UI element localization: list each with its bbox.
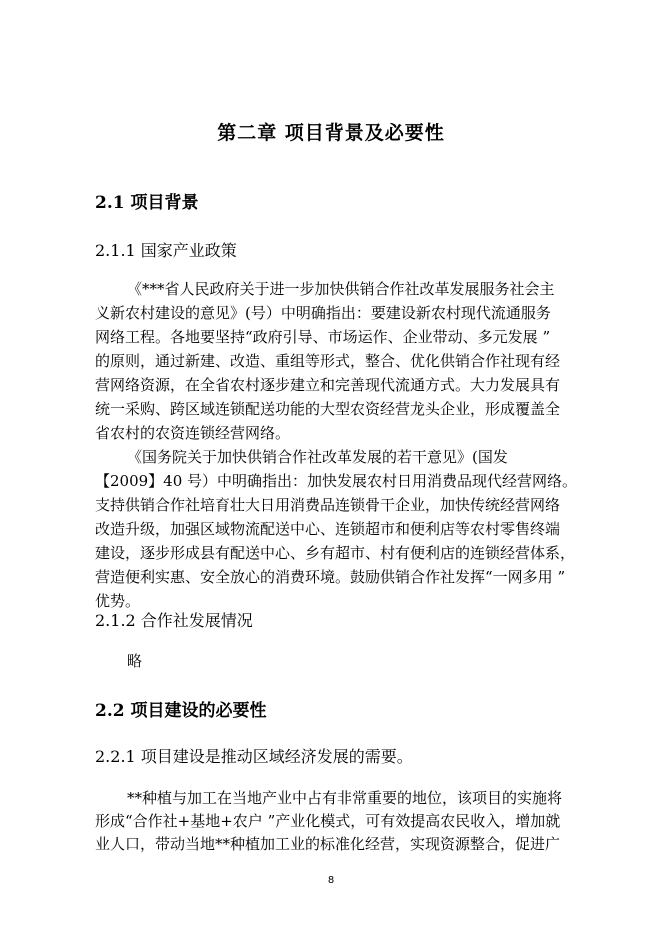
subsection-heading-2-2-1: 2.2.1 项目建设是推动区域经济发展的需要。 (95, 747, 413, 766)
paragraph-line: 网络工程。各地要坚持“政府引导、市场运作、企业带动、多元发展 ” (95, 328, 551, 346)
paragraph-line: 义新农村建设的意见》(号）中明确指出：要建设新农村现代流通服务 (95, 304, 551, 322)
paragraph-line: 形成“合作社+基地+农户 ”产业化模式，可有效提高农民收入，增加就 (95, 812, 561, 830)
paragraph-line: 支持供销合作社培育壮大日用消费品连锁骨干企业，加快传统经营网络 (95, 496, 561, 514)
omitted-text: 略 (127, 652, 143, 670)
chapter-title: 第二章 项目背景及必要性 (217, 122, 445, 144)
paragraph-line: 建设，逐步形成县有配送中心、乡有超市、村有便利店的连锁经营体系， (95, 544, 576, 562)
subsection-heading-2-1-1: 2.1.1 国家产业政策 (95, 241, 237, 260)
paragraph-line: 《***省人民政府关于进一步加快供销合作社改革发展服务社会主 (127, 280, 555, 298)
paragraph-line: 业人口，带动当地**种植加工业的标准化经营，实现资源整合，促进广 (95, 835, 561, 853)
page-number: 8 (327, 875, 335, 886)
paragraph-line: 统一采购、跨区域连锁配送功能的大型农资经营龙头企业，形成覆盖全 (95, 400, 561, 418)
section-heading-2-2: 2.2 项目建设的必要性 (95, 701, 267, 721)
paragraph-line: 营造便利实惠、安全放心的消费环境。鼓励供销合作社发挥“一网多用 ” (95, 568, 566, 586)
subsection-heading-2-1-2: 2.1.2 合作社发展情况 (95, 611, 253, 630)
paragraph-line: **种植与加工在当地产业中占有非常重要的地位，该项目的实施将 (127, 789, 563, 807)
section-heading-2-1: 2.1 项目背景 (95, 193, 199, 213)
paragraph-line: 【2009】40 号）中明确指出：加快发展农村日用消费品现代经营网络。 (95, 472, 578, 490)
paragraph-line: 省农村的农资连锁经营网络。 (95, 424, 291, 442)
paragraph-line: 改造升级，加强区域物流配送中心、连锁超市和便利店等农村零售终端 (95, 520, 561, 538)
paragraph-line: 的原则，通过新建、改造、重组等形式，整合、优化供销合作社现有经 (95, 352, 561, 370)
paragraph-line: 营网络资源，在全省农村逐步建立和完善现代流通方式。大力发展具有 (95, 376, 561, 394)
paragraph-line: 优势。 (95, 592, 141, 610)
paragraph-line: 《国务院关于加快供销合作社改革发展的若干意见》(国发 (127, 448, 508, 466)
